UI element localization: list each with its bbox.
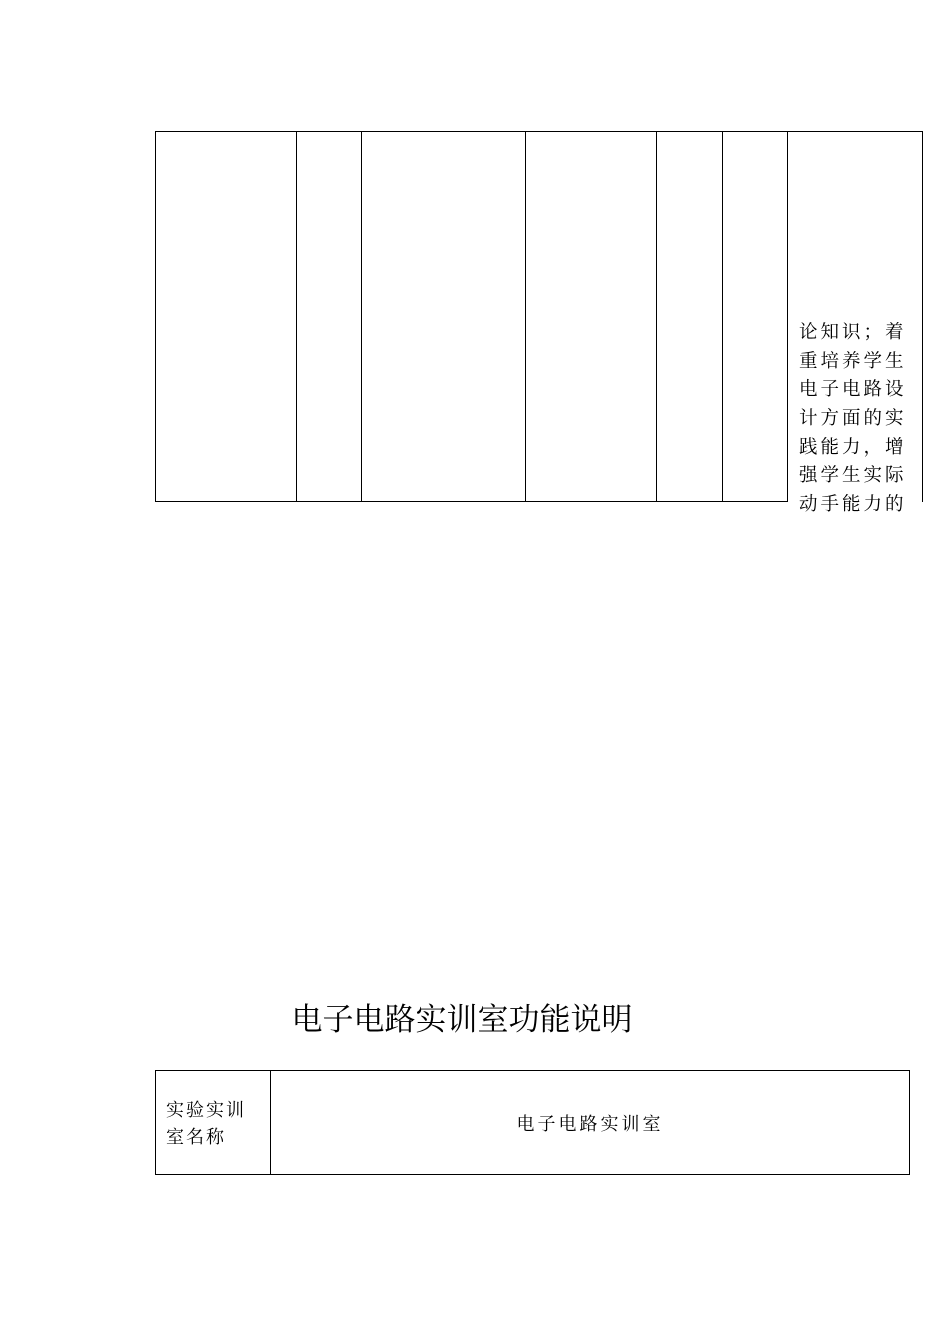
name-value: 电子电路实训室 xyxy=(516,1113,664,1135)
text-line: 强学生实际 xyxy=(799,465,907,487)
text-line: 重培养学生 xyxy=(799,350,907,372)
table-cell xyxy=(656,131,723,502)
text-line: 电子电路设 xyxy=(799,379,907,401)
name-value-cell xyxy=(270,1070,910,1175)
section-title: 电子电路实训室功能说明 xyxy=(291,1002,633,1038)
table-cell xyxy=(722,131,788,502)
table-cell xyxy=(361,131,526,502)
text-line: 论知识；着 xyxy=(799,322,907,343)
name-label-line: 实验实训 xyxy=(166,1100,246,1121)
table-cell xyxy=(296,131,362,502)
text-line: 动手能力的 xyxy=(799,494,907,516)
table-cell xyxy=(525,131,657,502)
name-label-cell xyxy=(155,1070,271,1175)
description-text xyxy=(799,319,917,520)
name-label-line: 室名称 xyxy=(166,1127,226,1148)
text-line: 计方面的实 xyxy=(799,408,907,430)
table-cell-bottom-border xyxy=(787,501,788,502)
table-cell xyxy=(155,131,297,502)
text-line: 践能力，增 xyxy=(799,436,907,458)
